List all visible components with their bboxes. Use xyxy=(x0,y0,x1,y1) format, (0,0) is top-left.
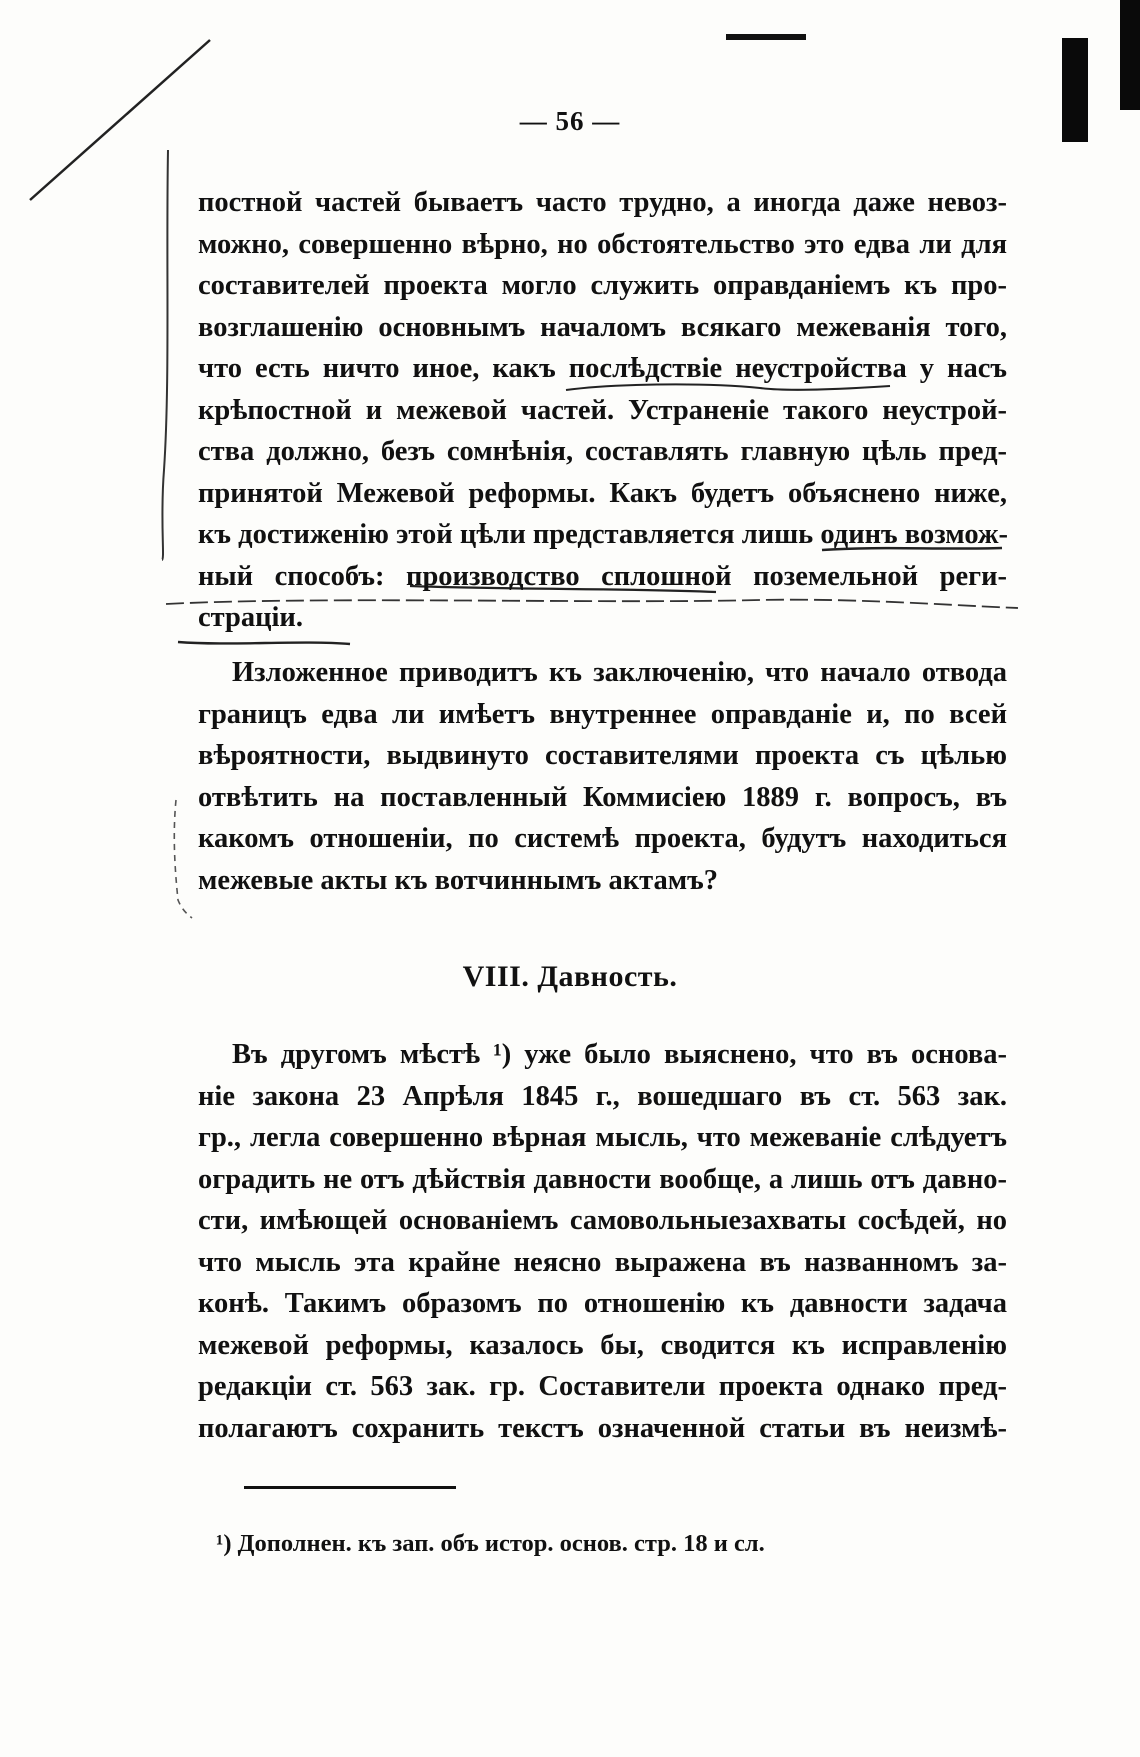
text-line: возглашенію основнымъ началомъ всякаго межеванія того, xyxy=(198,311,1007,343)
footnote xyxy=(216,1530,765,1558)
paragraph-prescription xyxy=(198,1034,1007,1449)
text-line: вѣроятности, выдвинуто составителями проекта съ цѣлью xyxy=(198,740,1007,771)
text-line: принятой Межевой реформы. Какъ будетъ объяснено ниже, xyxy=(198,477,1007,509)
margin-pencil-line xyxy=(162,150,168,560)
text-line: сти, имѣющей основаніемъ самовольныезахваты сосѣдей, но xyxy=(198,1205,1007,1236)
text-line: ства должно, безъ сомнѣнія, составлять главную цѣль пред- xyxy=(198,436,1007,467)
text-line: Въ другомъ мѣстѣ ¹) уже было выяснено, что въ основа- xyxy=(232,1039,1007,1070)
text-line: отвѣтить на поставленный Коммисіею 1889 г. вопросъ, въ xyxy=(198,781,1007,813)
text-line: какомъ отношеніи, по системѣ проекта, будутъ находиться xyxy=(198,823,1007,854)
text-line: ніе закона 23 Апрѣля 1845 г., вошедшаго въ ст. 563 зак. xyxy=(198,1080,1007,1112)
text-line: можно, совершенно вѣрно, но обстоятельство это едва ли для xyxy=(198,228,1007,260)
text-line: межевые акты къ вотчиннымъ актамъ? xyxy=(198,864,718,896)
margin-pencil-line-lower xyxy=(174,800,192,918)
text-line: что есть ничто иное, какъ послѣдствіе неустройства у насъ xyxy=(198,353,1007,384)
dark-scan-edge-side xyxy=(1120,0,1140,110)
page-number: — 56 — xyxy=(519,106,621,136)
text-line: гр., легла совершенно вѣрная мысль, что межеваніе слѣдуетъ xyxy=(198,1122,1007,1153)
text-line: страціи. xyxy=(198,602,303,633)
underline-5 xyxy=(178,642,350,644)
text-line: оградить не отъ дѣйствія давности вообще, а лишь отъ давно- xyxy=(198,1163,1007,1195)
text-line: конѣ. Такимъ образомъ по отношенію къ давности задача xyxy=(198,1288,1007,1319)
text-line: составителей проекта могло служить оправданіемъ къ про- xyxy=(198,270,1007,301)
footnote-marker: ¹) xyxy=(216,1530,232,1557)
paragraph-continuation xyxy=(198,182,1007,639)
paragraph-conclusion xyxy=(198,652,1007,901)
text-line: полагаютъ сохранить текстъ означенной статьи въ неизмѣ- xyxy=(198,1412,1007,1444)
text-line: редакціи ст. 563 зак. гр. Составители проекта однако пред- xyxy=(198,1371,1007,1402)
text-line: что мысль эта крайне неясно выражена въ названномъ за- xyxy=(198,1246,1007,1278)
text-line: крѣпостной и межевой частей. Устраненіе такого неустрой- xyxy=(198,394,1007,426)
text-line: межевой реформы, казалось бы, сводится къ исправленію xyxy=(198,1329,1007,1361)
text-line: Изложенное приводитъ къ заключенію, что начало отвода xyxy=(232,657,1007,688)
text-line: къ достиженію этой цѣли представляется лишь одинъ возмож- xyxy=(198,519,1009,550)
section-heading: VIII. Давность. xyxy=(462,960,678,993)
dark-scan-edge-top xyxy=(726,34,806,40)
footnote-text: Дополнен. къ зап. объ истор. основ. стр. 18 и сл. xyxy=(237,1530,765,1557)
text-line: ный способъ: производство сплошной поземельной реги- xyxy=(198,560,1007,592)
text-line: границъ едва ли имѣетъ внутреннее оправданіе и, по всей xyxy=(198,698,1007,730)
text-line: постной частей бываетъ часто трудно, а иногда даже невоз- xyxy=(198,187,1007,218)
footnote-rule xyxy=(244,1486,456,1489)
